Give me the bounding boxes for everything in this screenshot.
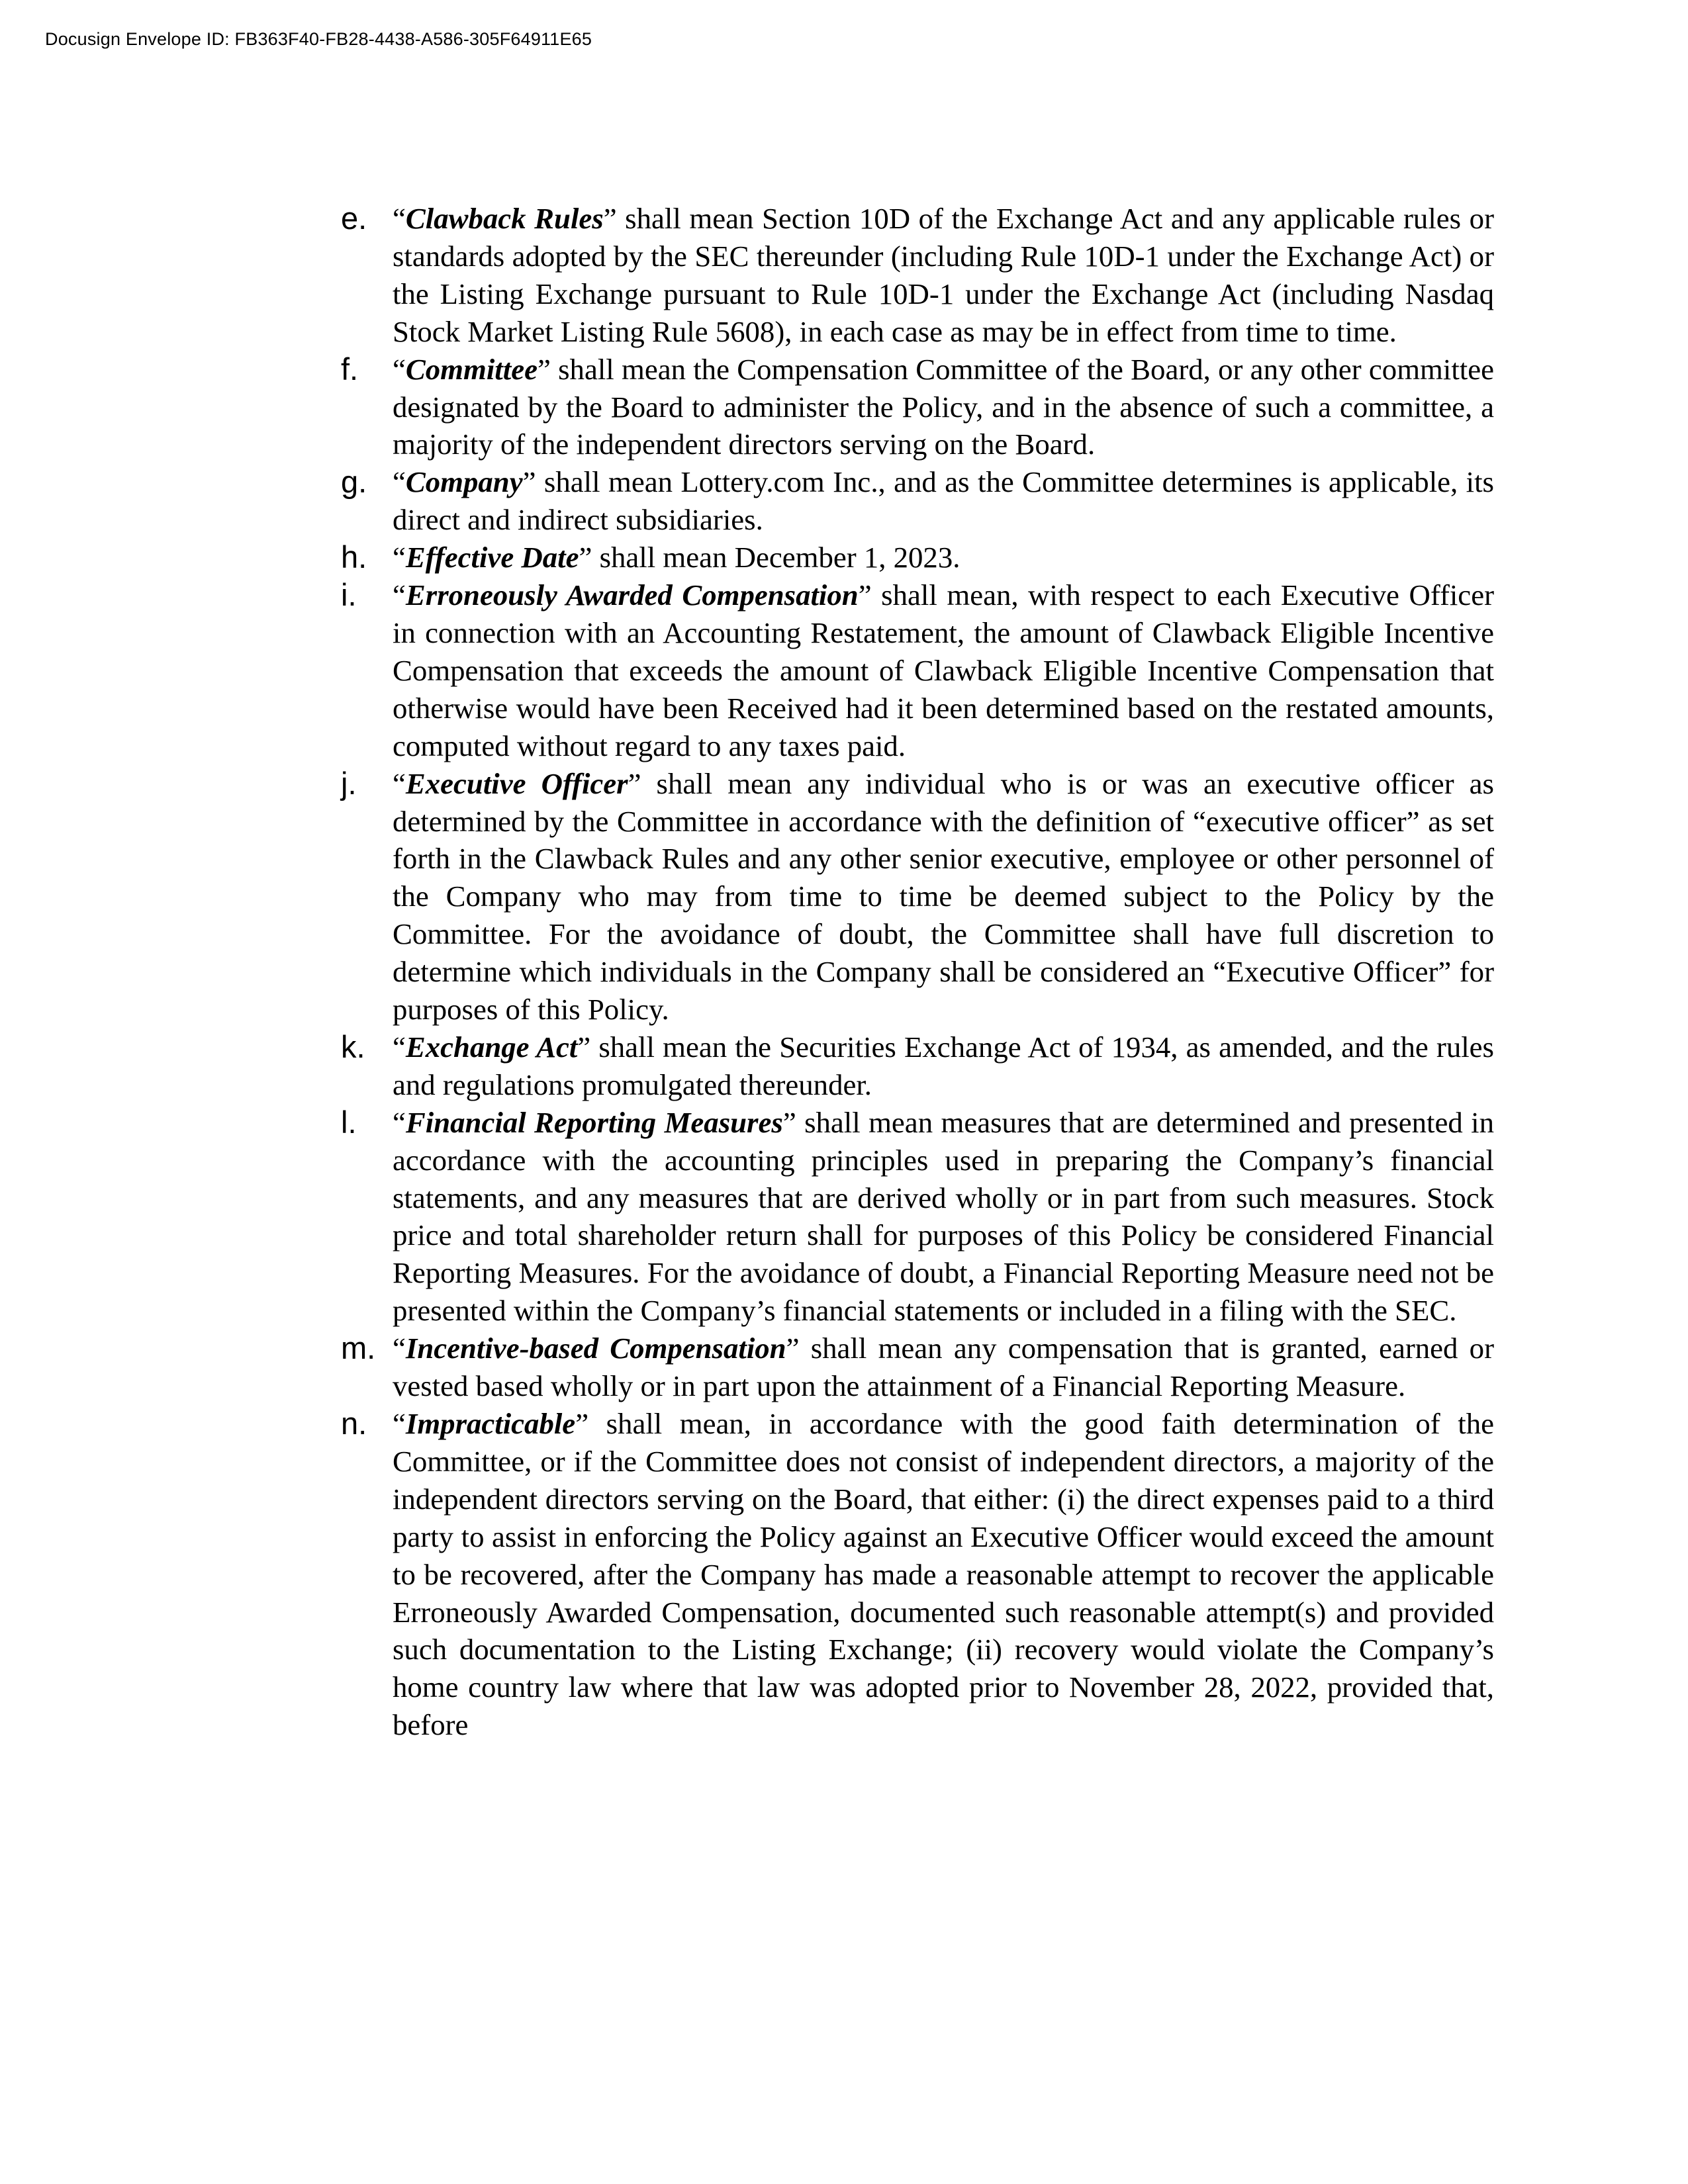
defined-term: Erroneously Awarded Compensation [405,578,859,612]
definition-letter: k. [341,1028,365,1064]
definition-letter: f. [341,351,359,387]
definition-letter: l. [341,1104,357,1140]
definition-text: ” shall mean Section 10D of the Exchange Act and any applicable rules or standards adopted by the SEC thereunder (including Rule 10D-1 under the Exchange Act) or the Listing Exchange pursuant to Rule 10D-1 under the Exchange Act (including Nasdaq Stock Market Listing Rule 5608), in each case as may be in effect from time to time. [393,202,1494,348]
definition-committee [334,351,1494,464]
definition-text: ” shall mean, in accordance with the good faith determination of the Committee, or if the Committee does not consist of independent directors, a majority of the independent directors serving on the Board, that either: (i) the direct expenses paid to a third party to assist in enforcing the Policy against an Executive Officer would exceed the amount to be recovered, after the Company has made a reasonable attempt to recover the applicable Erroneously Awarded Compensation, documented such reasonable attempt(s) and provided such documentation to the Listing Exchange; (ii) recovery would violate the Company’s home country law where that law was adopted prior to November 28, 2022, provided that, before [393,1407,1494,1742]
open-quote: “ [393,1332,406,1365]
definition-executive-officer [334,765,1494,1028]
definition-letter: g. [341,464,367,500]
definition-company [334,463,1494,539]
defined-term: Exchange Act [405,1030,578,1064]
definition-effective-date [334,539,1494,576]
open-quote: “ [393,352,406,386]
open-quote: “ [393,1030,406,1064]
open-quote: “ [393,578,406,612]
definition-letter: m. [341,1330,376,1366]
definition-text: ” shall mean Lottery.com Inc., and as the Committee determines is applicable, its direct and indirect subsidiaries. [393,465,1494,537]
definition-letter: j. [341,765,357,801]
definition-text: ” shall mean any individual who is or was an executive officer as determined by the Committee in accordance with the definition of “executive officer” as set forth in the Clawback Rules and any other senior executive, employee or other personnel of the Company who may from time to time be deemed subject to the Policy by the Committee. For the avoidance of doubt, the Committee shall have full discretion to determine which individuals in the Company shall be considered an “Executive Officer” for purposes of this Policy. [393,766,1494,1026]
open-quote: “ [393,1407,406,1440]
defined-term: Financial Reporting Measures [405,1105,783,1139]
open-quote: “ [393,202,406,235]
open-quote: “ [393,465,406,499]
docusign-envelope-id: Docusign Envelope ID: FB363F40-FB28-4438-A586-305F64911E65 [45,29,592,49]
definition-impracticable [334,1405,1494,1744]
definition-text: ” shall mean December 1, 2023. [579,541,961,574]
definition-financial-reporting-measures [334,1104,1494,1330]
definition-letter: n. [341,1406,367,1441]
definition-erroneously-awarded-compensation [334,576,1494,765]
definitions-list [334,200,1494,1744]
defined-term: Clawback Rules [405,202,604,235]
defined-term: Incentive-based Compensation [405,1332,786,1365]
defined-term: Impracticable [405,1407,576,1440]
definition-clawback-rules [334,200,1494,351]
definition-letter: e. [341,201,367,236]
definition-exchange-act [334,1028,1494,1104]
definition-incentive-based-compensation [334,1330,1494,1405]
defined-term: Executive Officer [405,766,628,800]
defined-term: Committee [405,352,538,386]
open-quote: “ [393,766,406,800]
definition-letter: h. [341,539,367,575]
definition-text: ” shall mean the Securities Exchange Act of 1934, as amended, and the rules and regulations promulgated thereunder. [393,1030,1494,1101]
open-quote: “ [393,1105,406,1139]
definition-text: ” shall mean any compensation that is granted, earned or vested based wholly or in part upon the attainment of a Financial Reporting Measure. [393,1332,1494,1403]
definition-text: ” shall mean the Compensation Committee of the Board, or any other committee designated by the Board to administer the Policy, and in the absence of such a committee, a majority of the independent directors serving on the Board. [393,352,1494,461]
defined-term: Effective Date [405,541,579,574]
defined-term: Company [405,465,523,499]
definition-letter: i. [341,577,357,613]
definition-text: ” shall mean measures that are determined and presented in accordance with the accounting principles used in preparing the Company’s financial statements, and any measures that are derived wholly or in part from such measures. Stock price and total shareholder return shall for purposes of this Policy be considered Financial Reporting Measures. For the avoidance of doubt, a Financial Reporting Measure need not be presented within the Company’s financial statements or included in a filing with the SEC. [393,1105,1495,1328]
definition-text: ” shall mean, with respect to each Executive Officer in connection with an Accounting Restatement, the amount of Clawback Eligible Incentive Compensation that exceeds the amount of Clawback Eligible Incentive Compensation that otherwise would have been Received had it been determined based on the restated amounts, computed without regard to any taxes paid. [393,578,1494,762]
open-quote: “ [393,541,406,574]
